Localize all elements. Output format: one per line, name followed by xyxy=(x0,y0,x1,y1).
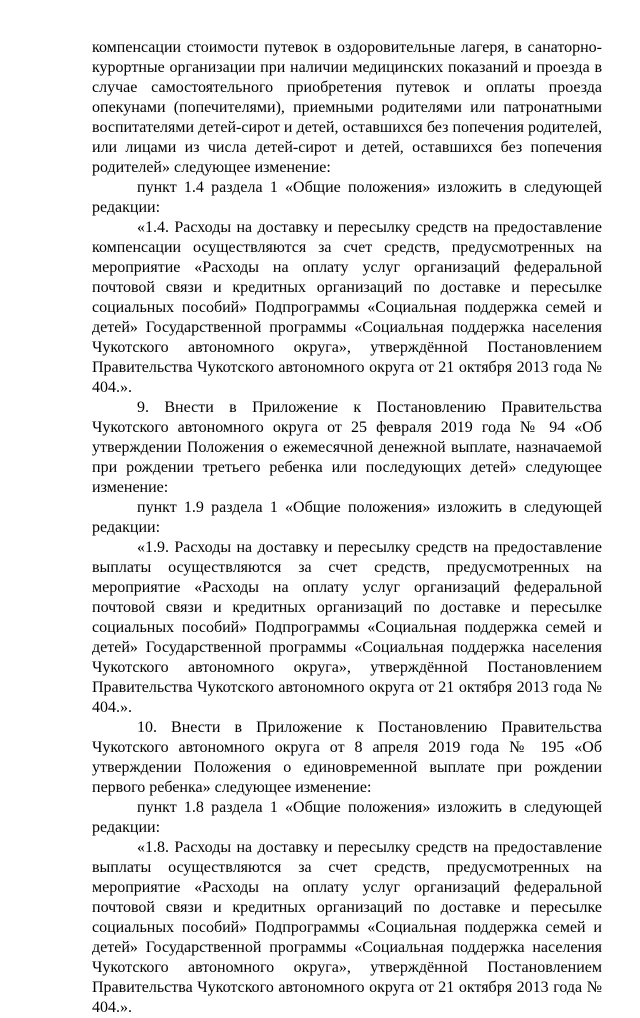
paragraph-clause-1-9-text: «1.9. Расходы на доставку и пересылку средств на предоставление выплаты осуществляются за счет средств, предусмотренных на мероприятие «Расходы на оплату услуг организаций федеральной почтовой связи и кредитных организаций по доставке и пересылке социальных пособий» Подпрограммы «Социальная поддержка семей и детей» Государственной программы «Социальная поддержка населения Чукотского автономного округа», утверждённой Постановлением Правительства Чукотского автономного округа от 21 октября 2013 года № 404.». xyxy=(92,539,602,716)
paragraph-clause-1-8-intro: пункт 1.8 раздела 1 «Общие положения» изложить в следующей редакции: xyxy=(92,799,602,836)
document-page xyxy=(92,38,602,1018)
paragraph-clause-1-8-text: «1.8. Расходы на доставку и пересылку средств на предоставление выплаты осуществляются за счет средств, предусмотренных на мероприятие «Расходы на оплату услуг организаций федеральной почтовой связи и кредитных организаций по доставке и пересылке социальных пособий» Подпрограммы «Социальная поддержка семей и детей» Государственной программы «Социальная поддержка населения Чукотского автономного округа», утверждённой Постановлением Правительства Чукотского автономного округа от 21 октября 2013 года № 404.». xyxy=(92,839,602,1016)
paragraph-item-9: 9. Внести в Приложение к Постановлению Правительства Чукотского автономного округа от 25 февраля 2019 года № 94 «Об утверждении Положения о ежемесячной денежной выплате, назначаемой при рождении третьего ребенка или последующих детей» следующее изменение: xyxy=(92,399,602,496)
paragraph-clause-1-4-text: «1.4. Расходы на доставку и пересылку средств на предоставление компенсации осуществляются за счет средств, предусмотренных на мероприятие «Расходы на оплату услуг организаций федеральной почтовой связи и кредитных организаций по доставке и пересылке социальных пособий» Подпрограммы «Социальная поддержка семей и детей» Государственной программы «Социальная поддержка населения Чукотского автономного округа», утверждённой Постановлением Правительства Чукотского автономного округа от 21 октября 2013 года № 404.». xyxy=(92,219,602,396)
paragraph-item-10: 10. Внести в Приложение к Постановлению Правительства Чукотского автономного округа от 8 апреля 2019 года № 195 «Об утверждении Положения о единовременной выплате при рождении первого ребенка» следующее изменение: xyxy=(92,719,602,796)
paragraph-compensation-continuation: компенсации стоимости путевок в оздоровительные лагеря, в санаторно-курортные организации при наличии медицинских показаний и проезда в случае самостоятельного приобретения путевок и оплаты проезда опекунами (попечителями), приемными родителями или патронатными воспитателями детей-сирот и детей, оставшихся без попечения родителей, или лицами из числа детей-сирот и детей, оставшихся без попечения родителей» следующее изменение: xyxy=(92,39,602,176)
paragraph-clause-1-4-intro: пункт 1.4 раздела 1 «Общие положения» изложить в следующей редакции: xyxy=(92,179,602,216)
paragraph-clause-1-9-intro: пункт 1.9 раздела 1 «Общие положения» изложить в следующей редакции: xyxy=(92,499,602,536)
